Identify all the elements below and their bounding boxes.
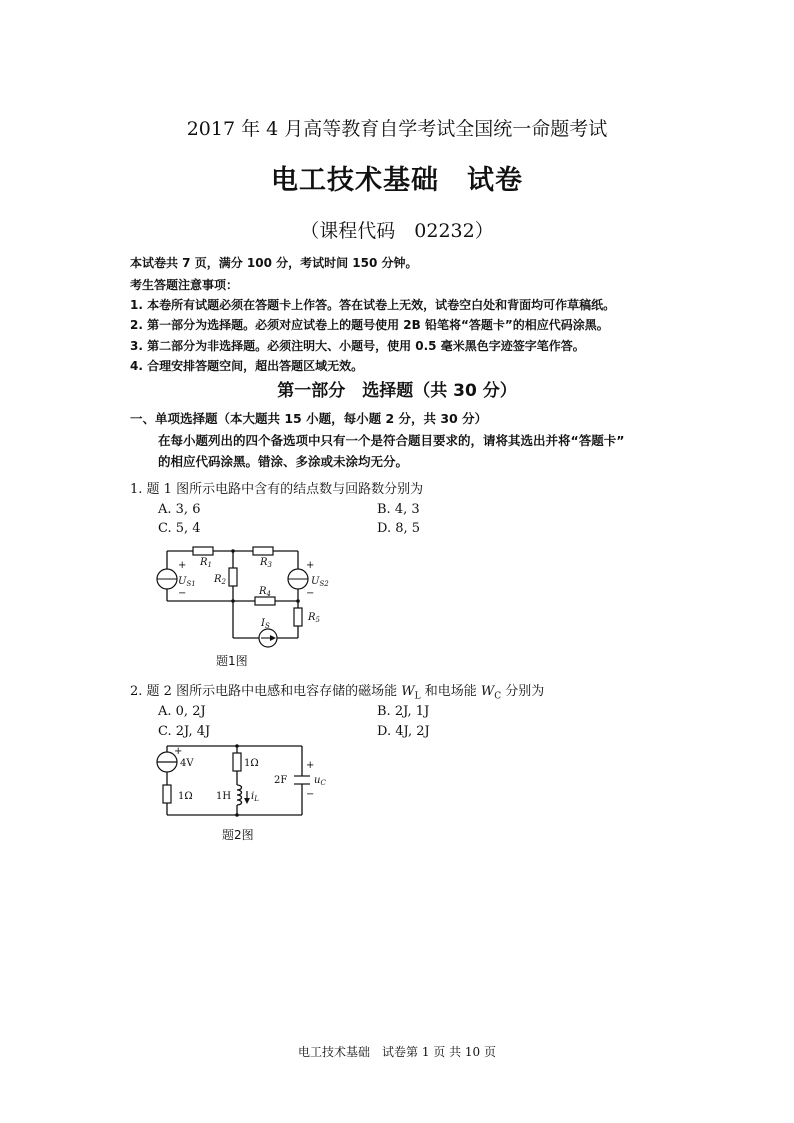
il-arrow-icon (244, 798, 250, 804)
svg-text:US2: $U_{S2}$ (311, 576, 329, 588)
question-1-option-a: A. 3, 6 (158, 502, 201, 517)
left-resistor (163, 785, 171, 803)
figure-2-caption: 题2图 (222, 828, 254, 842)
svg-text:−: − (178, 588, 187, 599)
figure-1-caption: 题1图 (216, 654, 248, 668)
svg-text:IS: $I_S$ (261, 618, 270, 630)
r3-resistor (253, 547, 273, 555)
question-2-option-b: B. 2J, 1J (377, 704, 430, 719)
inductor-coil (237, 785, 242, 805)
svg-text:uC: $u_C$ (314, 775, 326, 787)
svg-text:4V: 4V (180, 758, 194, 769)
exam-title: 2017 年 4 月高等教育自学考试全国统一命题考试 (186, 118, 608, 140)
figure-1-circuit (150, 538, 340, 670)
question-2-option-d: D. 4J, 2J (377, 724, 430, 739)
note-item: 4. 合理安排答题空间，超出答题区域无效。 (130, 359, 364, 373)
svg-text:1H: 1H (216, 791, 232, 802)
svg-text:−: − (306, 789, 315, 800)
note-item: 2. 第一部分为选择题。必须对应试卷上的题号使用 2B 铅笔将“答题卡”的相应代码涂黑。 (130, 318, 609, 332)
r5-resistor (294, 608, 302, 626)
top-resistor (233, 753, 241, 771)
section-instruction: 在每小题列出的四个备选项中只有一个是符合题目要求的，请将其选出并将“答题卡” (158, 433, 625, 448)
svg-text:+: + (174, 746, 183, 757)
svg-text:1Ω: 1Ω (178, 791, 193, 802)
svg-text:R2: $R_2$ (214, 574, 226, 586)
question-1-text: 1. 题 1 图所示电路中含有的结点数与回路数分别为 (130, 482, 424, 497)
r1-resistor (193, 547, 213, 555)
course-code: （课程代码 02232） (300, 220, 494, 242)
svg-text:+: + (178, 560, 187, 571)
note-item: 3. 第二部分为非选择题。必须注明大、小题号，使用 0.5 毫米黑色字迹签字笔作答。 (130, 339, 585, 353)
question-2-option-a: A. 0, 2J (158, 704, 206, 719)
question-1-option-d: D. 8, 5 (377, 521, 421, 536)
r2-resistor (229, 568, 237, 586)
part-title: 第一部分 选择题（共 30 分） (277, 381, 517, 401)
question-2-text: 2. 题 2 图所示电路中电感和电容存储的磁场能 $W_L$ 和电场能 $W_C$ 分别为 (130, 684, 545, 702)
page-footer: 电工技术基础 试卷第 1 页 共 10 页 (298, 1045, 496, 1059)
svg-text:−: − (306, 588, 315, 599)
section-instruction: 的相应代码涂黑。错涂、多涂或未涂均无分。 (158, 454, 409, 469)
svg-text:1Ω: 1Ω (244, 758, 259, 769)
section-title: 一、单项选择题（本大题共 15 小题，每小题 2 分，共 30 分） (130, 411, 488, 426)
subject-title: 电工技术基础 试卷 (271, 165, 523, 196)
svg-text:2F: 2F (274, 775, 288, 786)
question-2-option-c: C. 2J, 4J (158, 724, 211, 739)
note-item: 1. 本卷所有试题必须在答题卡上作答。答在试卷上无效，试卷空白处和背面均可作草稿纸。 (130, 298, 616, 312)
notes-heading: 考生答题注意事项： (130, 278, 239, 292)
figure-2-circuit (150, 740, 340, 822)
svg-text:+: + (306, 760, 315, 771)
question-1-option-b: B. 4, 3 (377, 502, 420, 517)
svg-text:R1: $R_1$ (200, 557, 212, 569)
r4-resistor (255, 597, 275, 605)
svg-text:R4: $R_4$ (259, 586, 271, 598)
question-1-option-c: C. 5, 4 (158, 521, 201, 536)
svg-text:R3: $R_3$ (260, 557, 272, 569)
svg-text:US1: $U_{S1}$ (178, 576, 196, 588)
svg-text:+: + (306, 560, 315, 571)
exam-summary: 本试卷共 7 页，满分 100 分，考试时间 150 分钟。 (130, 256, 418, 270)
svg-text:iL: $i_L$ (251, 791, 259, 803)
svg-text:R5: $R_5$ (308, 612, 320, 624)
